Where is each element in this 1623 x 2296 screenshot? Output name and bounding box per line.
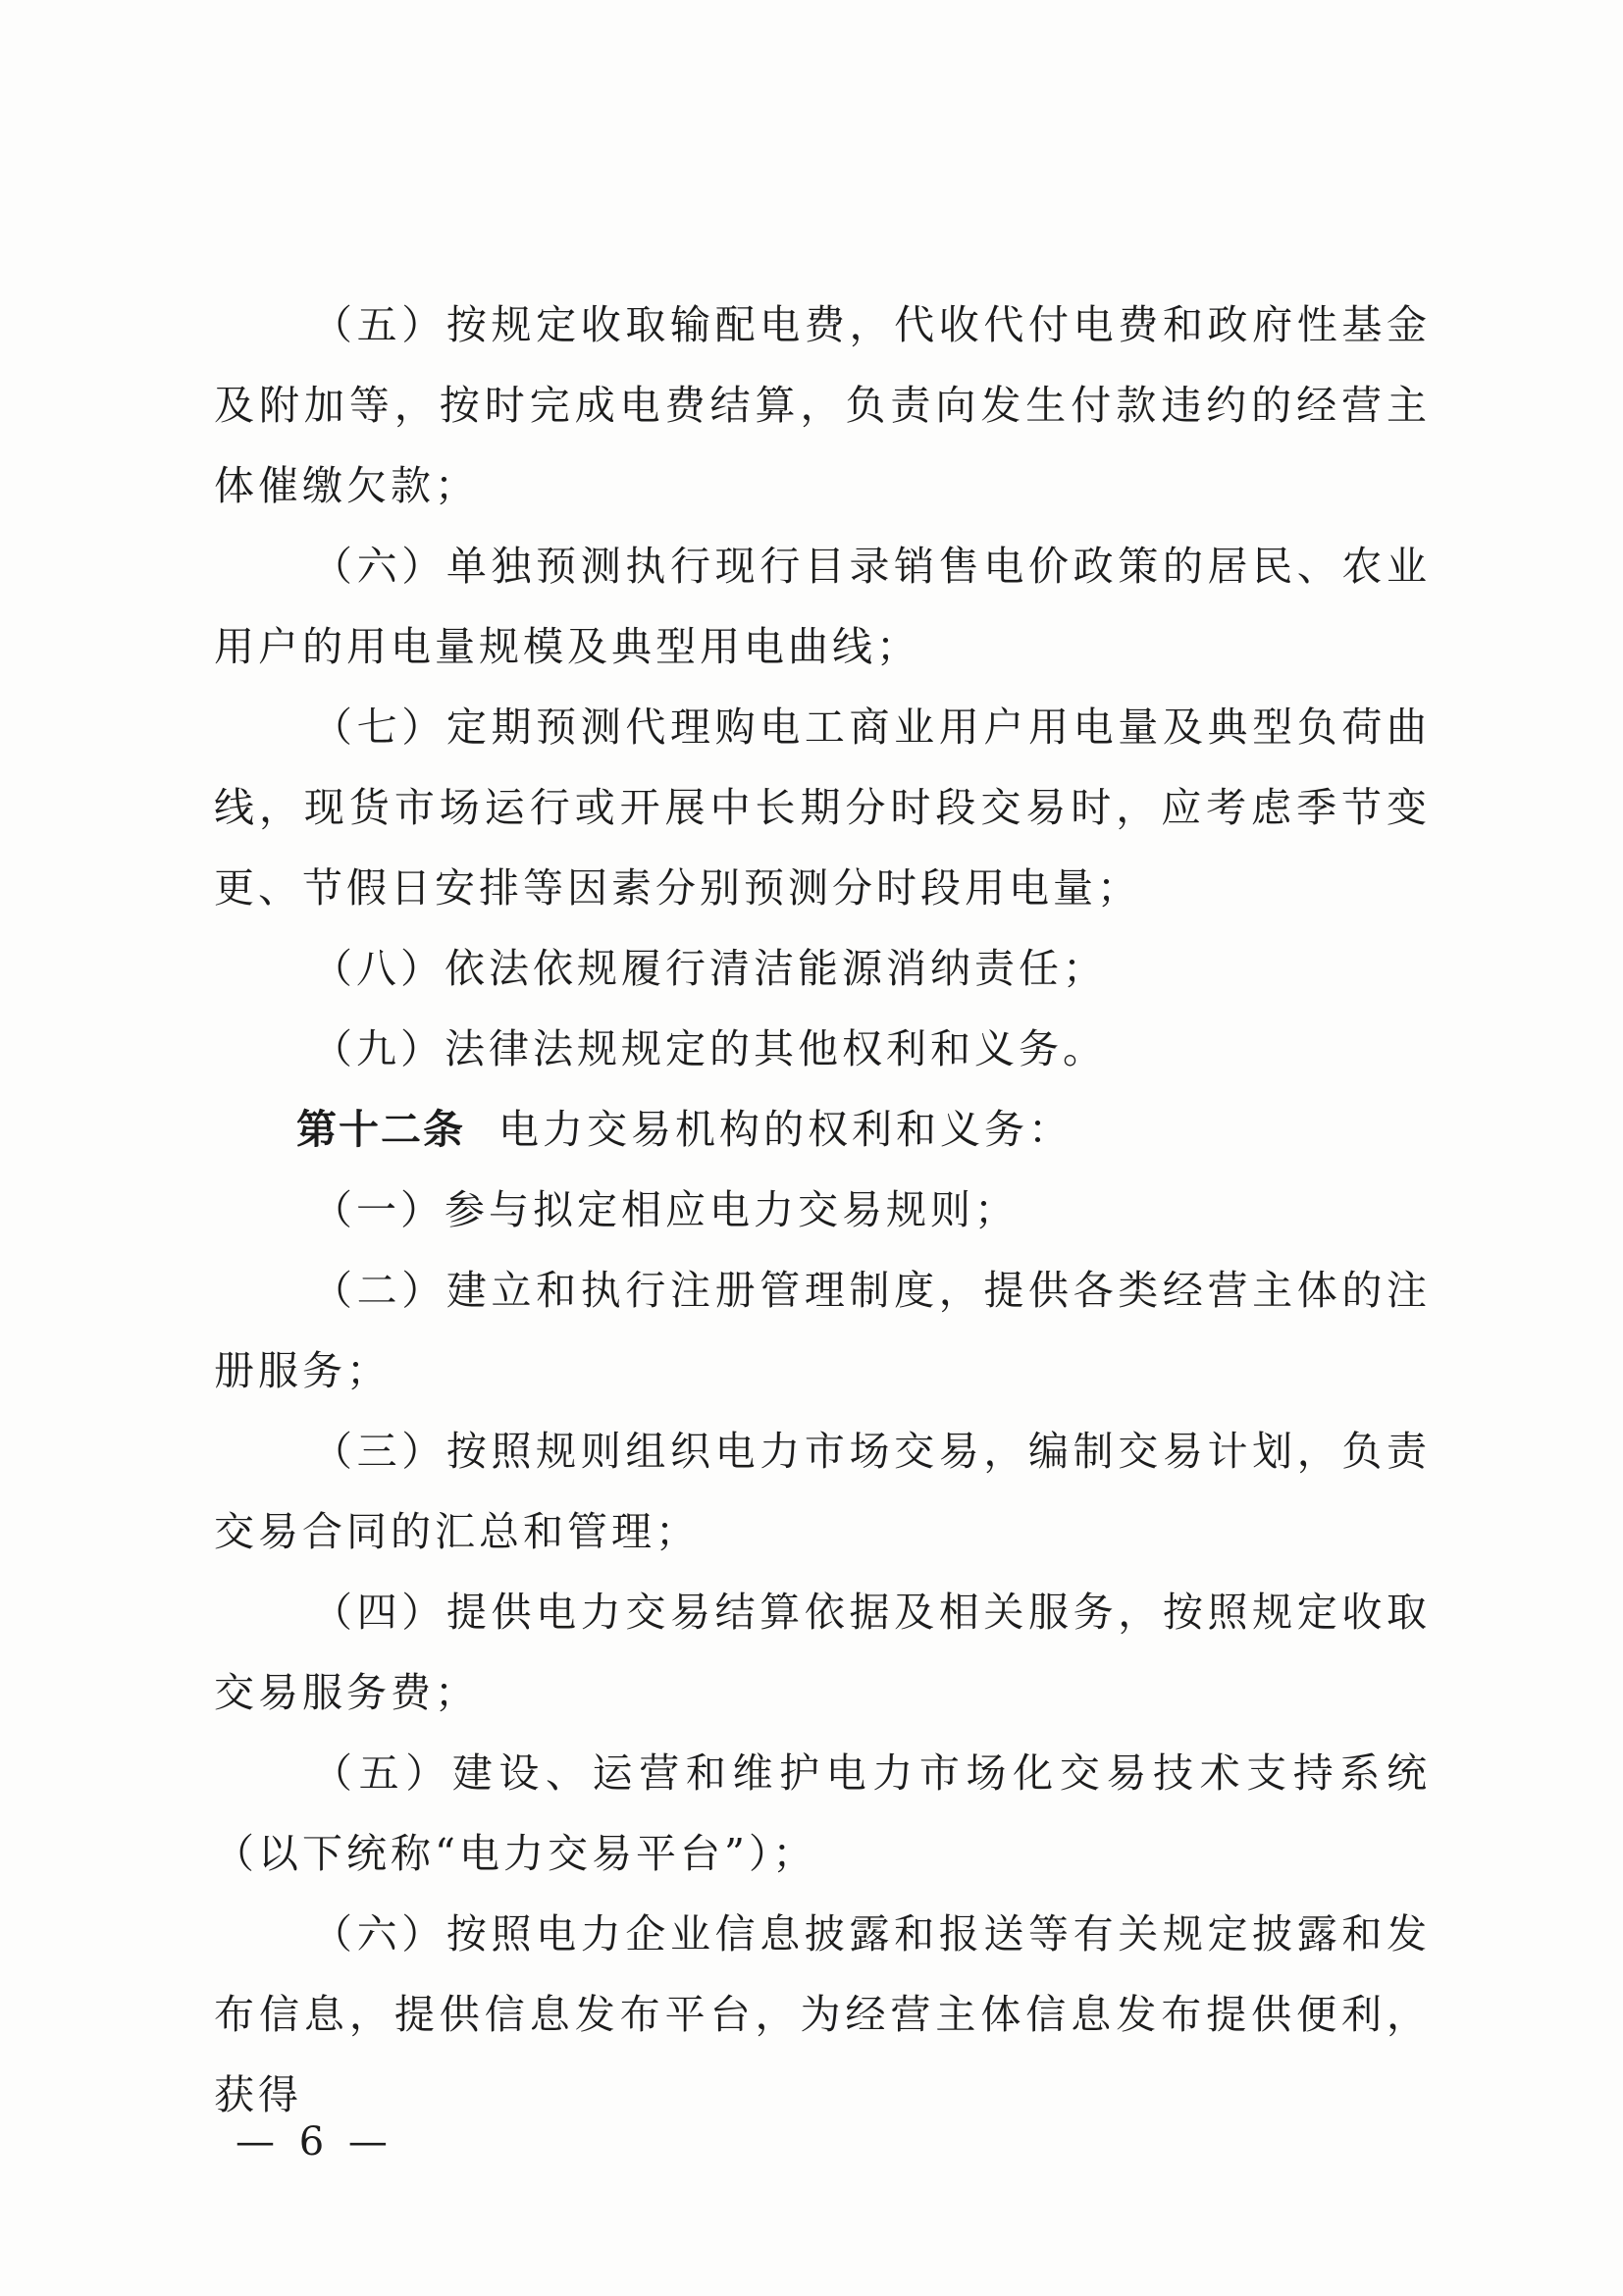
- paragraph-item-8: （八）依法依规履行清洁能源消纳责任；: [312, 945, 1107, 992]
- article-12: [214, 1089, 1431, 1170]
- document-body: [214, 285, 1431, 2135]
- paragraph-item-7: （七）定期预测代理购电工商业用户用电量及典型负荷曲线，现货市场运行或开展中长期分时段交易时，应考虑季节变更、节假日安排等因素分别预测分时段用电量；: [214, 704, 1431, 912]
- article-item-1: （一）参与拟定相应电力交易规则；: [312, 1186, 1019, 1233]
- article-item-3: （三）按照规则组织电力市场交易，编制交易计划，负责交易合同的汇总和管理；: [214, 1428, 1431, 1555]
- paragraph-item-6: （六）单独预测执行现行目录销售电价政策的居民、农业用户的用电量规模及典型用电曲线；: [214, 543, 1431, 670]
- article-item-4: （四）提供电力交易结算依据及相关服务，按照规定收取交易服务费；: [214, 1589, 1431, 1716]
- article-text: 电力交易机构的权利和义务：: [498, 1106, 1073, 1153]
- article-item-6: （六）按照电力企业信息披露和报送等有关规定披露和发布信息，提供信息发布平台，为经营主体信息发布提供便利，获得: [214, 1910, 1431, 2118]
- article-item-5: （五）建设、运营和维护电力市场化交易技术支持系统（以下统称“电力交易平台”）；: [214, 1749, 1431, 1877]
- article-item-2: （二）建立和执行注册管理制度，提供各类经营主体的注册服务；: [214, 1267, 1431, 1394]
- paragraph-item-5: （五）按规定收取输配电费，代收代付电费和政府性基金及附加等，按时完成电费结算，负责向发生付款违约的经营主体催缴欠款；: [214, 301, 1431, 509]
- article-heading: 第十二条: [296, 1106, 465, 1153]
- paragraph-item-9: （九）法律法规规定的其他权利和义务。: [312, 1025, 1107, 1072]
- page-number: — 6 —: [236, 2119, 393, 2165]
